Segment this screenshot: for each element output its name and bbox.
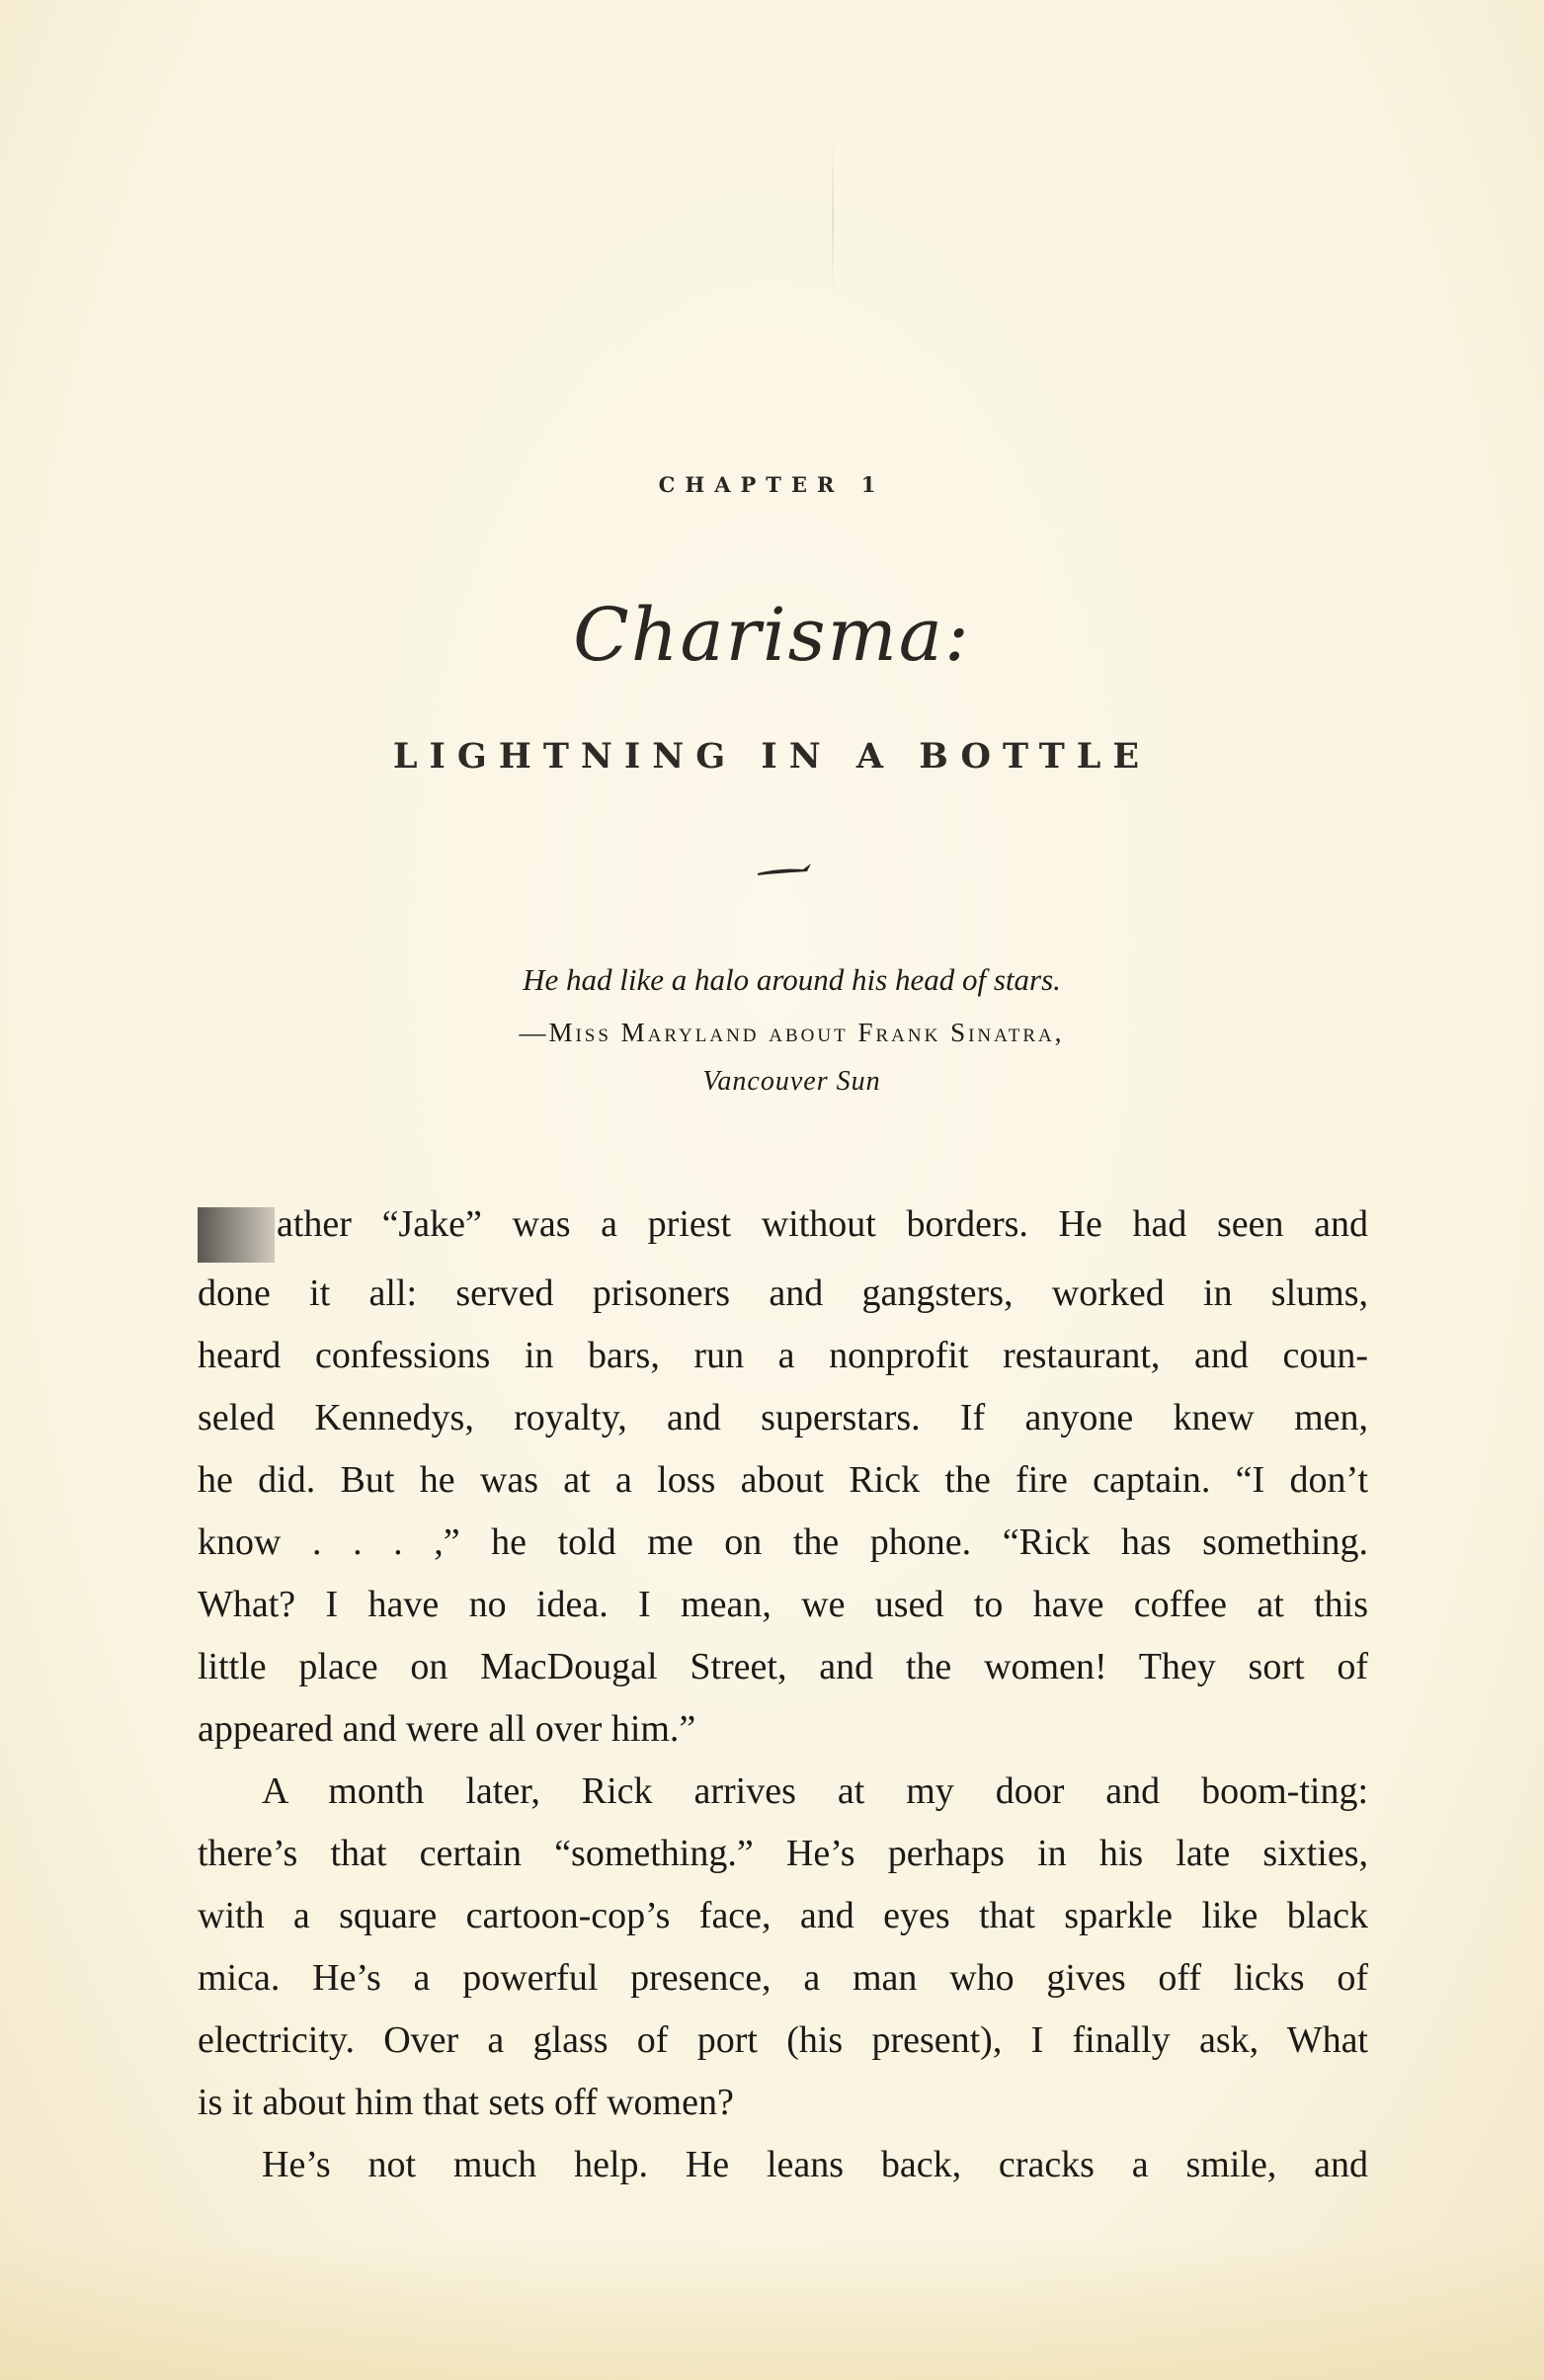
- body-line: done it all: served prisoners and gangsters, worked in slums,: [198, 1272, 1368, 1314]
- body-line: seled Kennedys, royalty, and superstars. If anyone knew men,: [198, 1397, 1368, 1438]
- paper-stain: [0, 2242, 1544, 2380]
- body-line: electricity. Over a glass of port (his present), I finally ask, What: [198, 2019, 1368, 2061]
- body-text: [198, 1193, 1368, 2196]
- body-line: with a square cartoon-cop’s face, and eyes that sparkle like black: [198, 1895, 1368, 1936]
- body-line: is it about him that sets off women?: [198, 2082, 734, 2123]
- chapter-title: Charisma:: [573, 593, 971, 678]
- chapter-label: CHAPTER 1: [658, 472, 886, 497]
- body-line: mica. He’s a powerful presence, a man who gives off licks of: [198, 1957, 1368, 1999]
- body-line: A month later, Rick arrives at my door and boom-ting:: [262, 1770, 1368, 1812]
- body-line: know . . . ,” he told me on the phone. “Rick has something.: [198, 1521, 1368, 1563]
- body-line: ather “Jake” was a priest without borders. He had seen and: [198, 1193, 1368, 1263]
- body-line: heard confessions in bars, run a nonprofit restaurant, and coun-: [198, 1335, 1368, 1376]
- body-line: What? I have no idea. I mean, we used to have coffee at this: [198, 1584, 1368, 1625]
- body-line: there’s that certain “something.” He’s perhaps in his late sixties,: [198, 1833, 1368, 1874]
- body-line: he did. But he was at a loss about Rick the fire captain. “I don’t: [198, 1459, 1368, 1501]
- chapter-subtitle: LIGHTNING IN A BOTTLE: [392, 736, 1152, 777]
- drop-cap: [198, 1207, 275, 1263]
- body-line: He’s not much help. He leans back, cracks a smile, and: [262, 2144, 1368, 2185]
- epigraph: [0, 960, 1544, 1100]
- epigraph-source: Vancouver Sun: [702, 1066, 881, 1097]
- paper-crease: [832, 138, 834, 296]
- body-line: little place on MacDougal Street, and the women! They sort of: [198, 1646, 1368, 1687]
- ornament-flourish-icon: [756, 860, 815, 879]
- epigraph-quote: He had like a halo around his head of stars.: [523, 962, 1061, 997]
- epigraph-attribution: —Miss Maryland about Frank Sinatra,: [519, 1018, 1065, 1047]
- body-line: appeared and were all over him.”: [198, 1708, 696, 1750]
